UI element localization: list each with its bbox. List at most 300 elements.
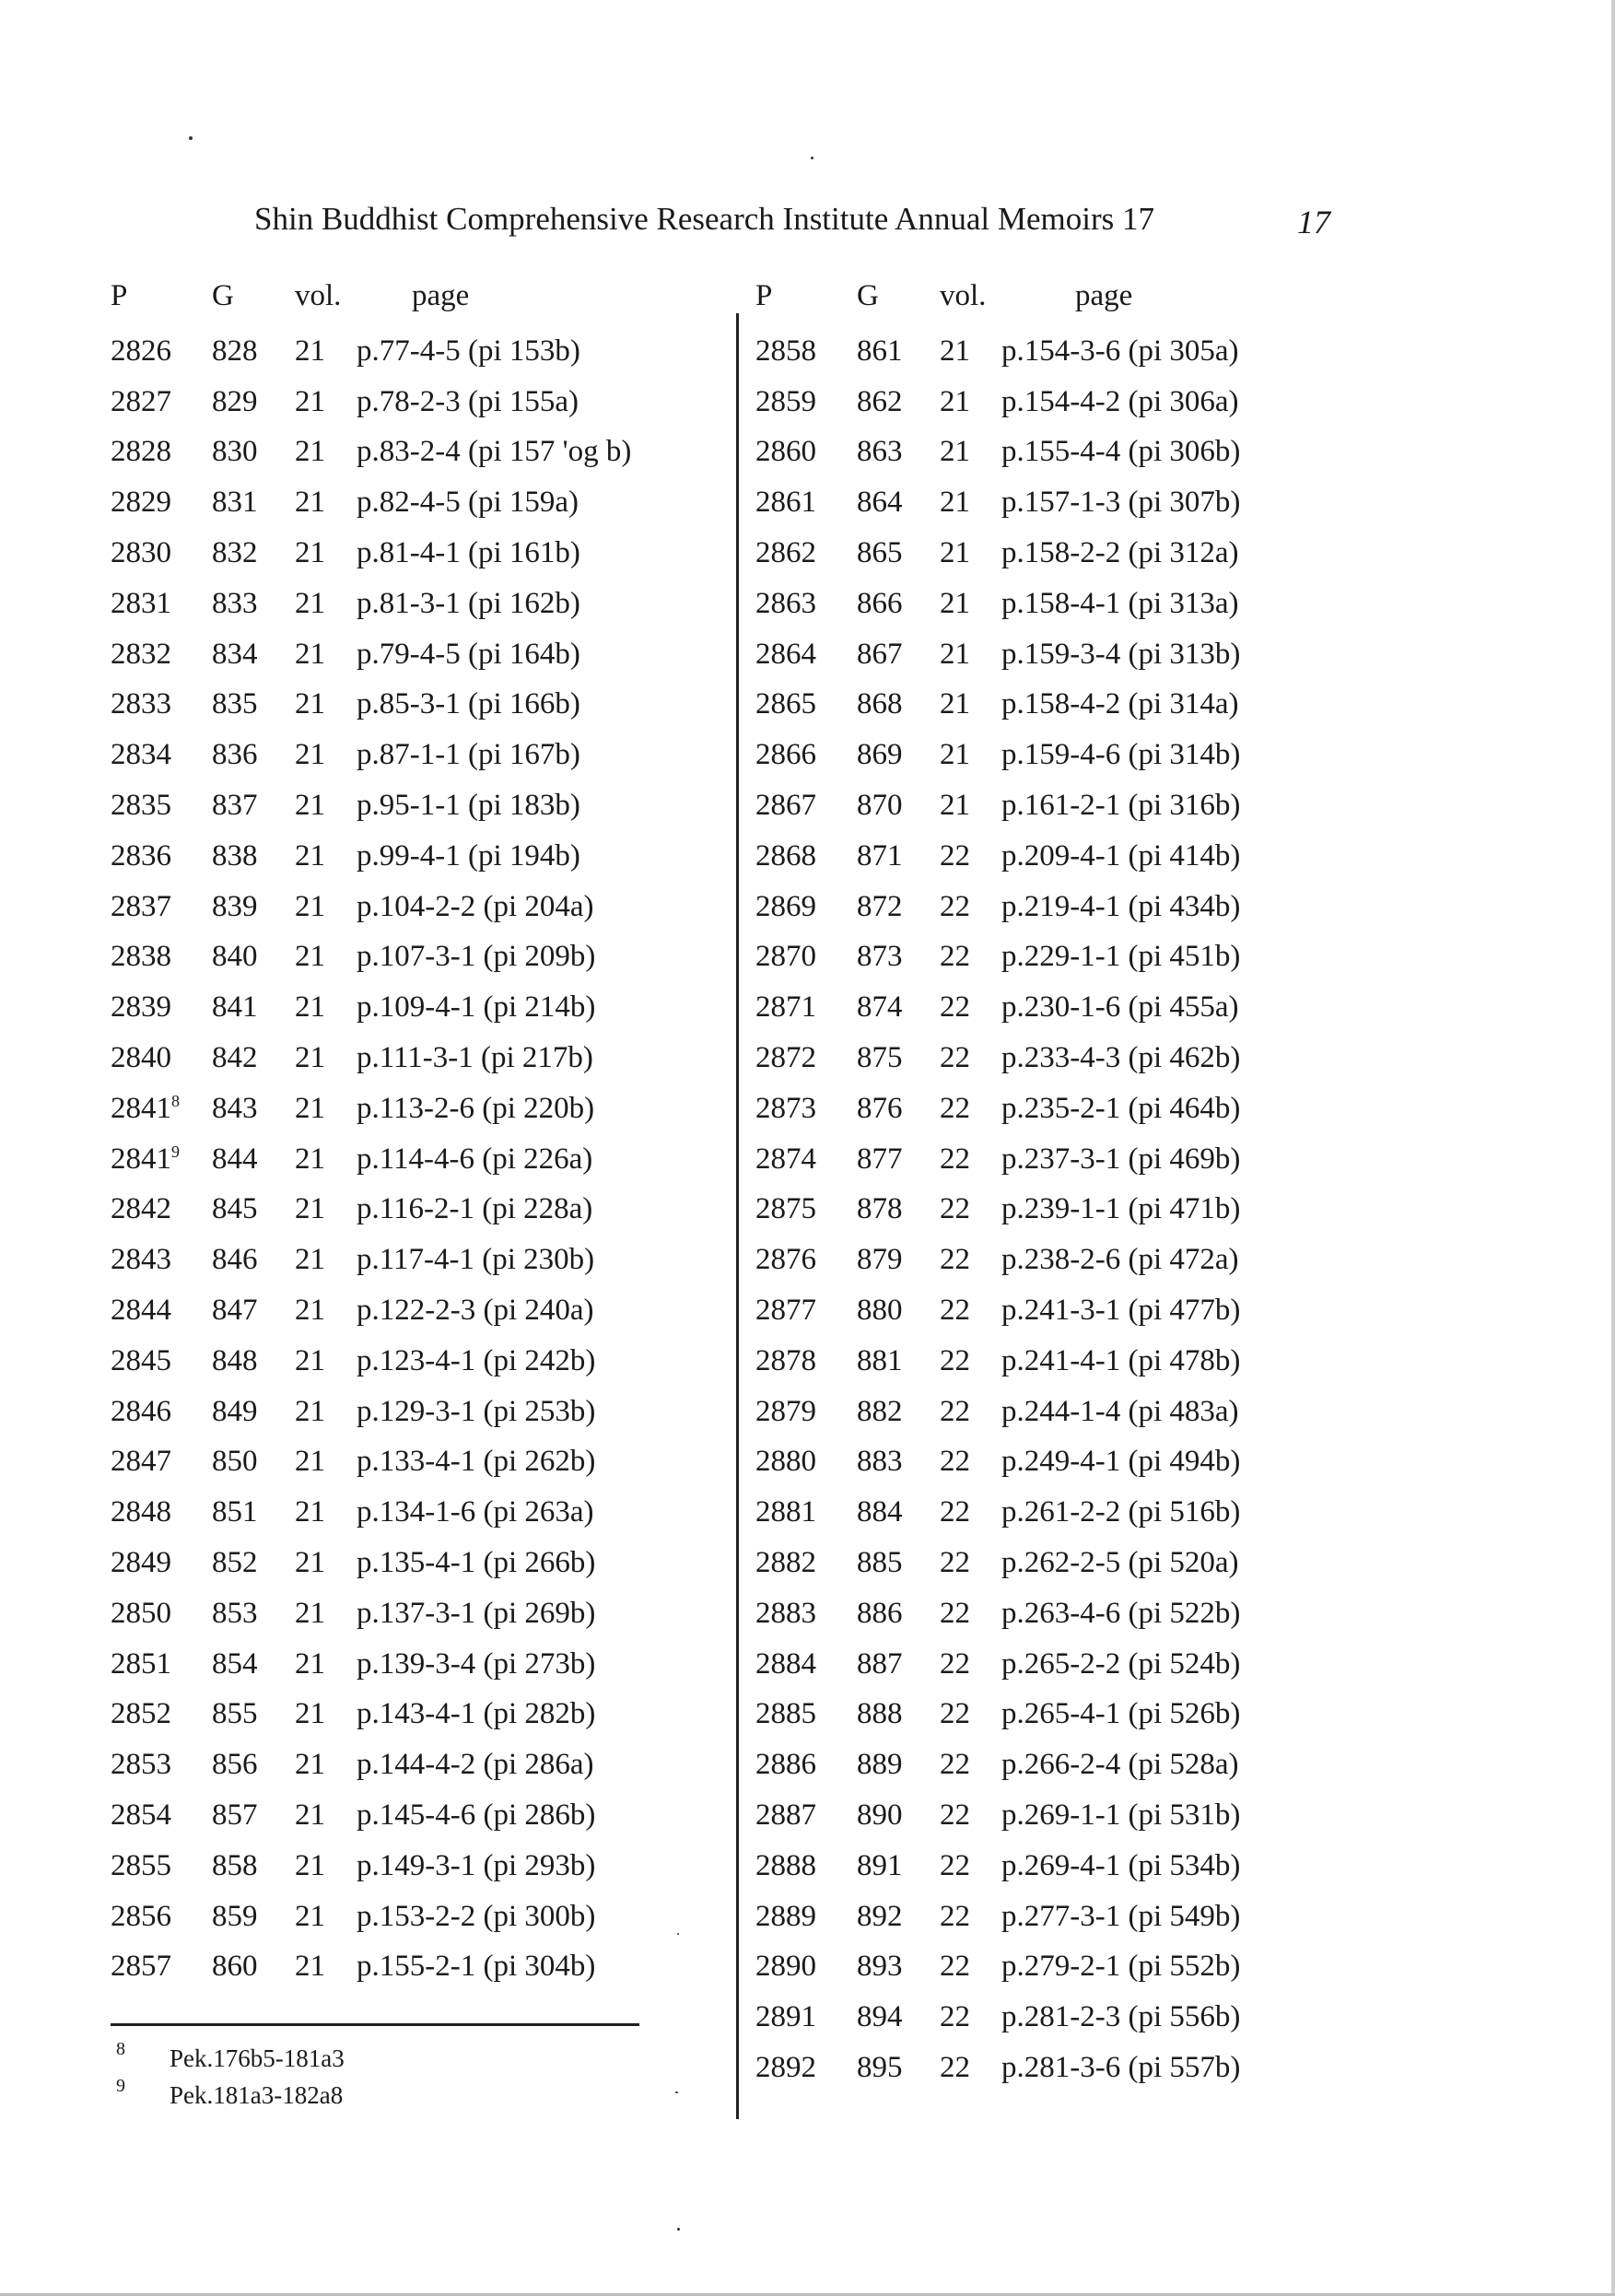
cell-page: p.104-2-2 (pi 204a): [357, 889, 594, 923]
cell-vol: 21: [295, 838, 325, 873]
table-row: [111, 1841, 663, 1892]
table-row: [755, 528, 1345, 579]
cell-vol: 21: [940, 789, 970, 823]
table-row: [755, 1084, 1345, 1134]
cell-vol: 22: [940, 1950, 970, 1984]
header-page: page: [412, 278, 470, 312]
cell-p: 2854: [111, 1798, 171, 1832]
cell-vol: 21: [295, 1748, 325, 1782]
cell-page: p.239-1-1 (pi 471b): [1001, 1192, 1241, 1226]
cell-vol: 22: [940, 1596, 970, 1630]
cell-p: 2881: [755, 1495, 816, 1529]
cell-p: 2876: [755, 1243, 816, 1277]
cell-p: 2855: [111, 1848, 171, 1882]
cell-page: p.111-3-1 (pi 217b): [357, 1041, 593, 1075]
table-row: [755, 2043, 1345, 2093]
cell-g: 874: [857, 990, 903, 1025]
cell-p: 2853: [111, 1748, 171, 1782]
cell-p: 2887: [755, 1798, 816, 1832]
cell-vol: 22: [940, 1495, 970, 1529]
cell-g: 841: [212, 990, 258, 1025]
cell-page: p.241-4-1 (pi 478b): [1001, 1343, 1241, 1377]
header-p: P: [755, 278, 773, 312]
cell-page: p.155-2-1 (pi 304b): [357, 1950, 596, 1984]
cell-g: 858: [212, 1848, 258, 1882]
table-row: [111, 882, 663, 932]
cell-page: p.99-4-1 (pi 194b): [357, 838, 580, 873]
cell-page: p.82-4-5 (pi 159a): [357, 486, 579, 520]
cell-page: p.83-2-4 (pi 157 'og b): [357, 435, 632, 469]
cell-g: 851: [212, 1495, 258, 1529]
cell-vol: 21: [295, 586, 325, 620]
cell-g: 895: [857, 2050, 903, 2084]
cell-p: 2836: [111, 838, 171, 873]
cell-page: p.81-3-1 (pi 162b): [357, 586, 580, 620]
cell-page: p.117-4-1 (pi 230b): [357, 1243, 595, 1277]
cell-vol: 21: [295, 687, 325, 721]
cell-g: 861: [857, 334, 903, 368]
cell-p: 2891: [755, 2000, 816, 2034]
cell-p: 2890: [755, 1950, 816, 1984]
left-table-body: [111, 326, 663, 1992]
cell-page: p.281-3-6 (pi 557b): [1001, 2050, 1241, 2084]
table-row: [755, 1740, 1345, 1790]
table-row: [755, 1892, 1345, 1942]
cell-p: 2834: [111, 738, 171, 772]
cell-vol: 21: [295, 889, 325, 923]
cell-vol: 22: [940, 1142, 970, 1176]
cell-p: 2833: [111, 687, 171, 721]
cell-vol: 21: [295, 1848, 325, 1882]
table-row: [755, 477, 1345, 528]
cell-p: 2846: [111, 1394, 171, 1428]
table-row: [755, 579, 1345, 629]
table-row: [755, 1538, 1345, 1588]
cell-g: 870: [857, 789, 903, 823]
cell-p: 2892: [755, 2050, 816, 2084]
cell-g: 881: [857, 1343, 903, 1377]
table-row: [111, 1942, 663, 1993]
cell-vol: 21: [940, 738, 970, 772]
cell-g: 878: [857, 1192, 903, 1226]
cell-page: p.269-4-1 (pi 534b): [1001, 1848, 1241, 1882]
cell-g: 838: [212, 838, 258, 873]
right-table: [755, 276, 1345, 2093]
cell-p: 2888: [755, 1848, 816, 1882]
cell-g: 842: [212, 1041, 258, 1075]
cell-g: 859: [212, 1899, 258, 1933]
cell-vol: 21: [295, 940, 325, 974]
cell-g: 872: [857, 889, 903, 923]
table-row: [111, 1235, 663, 1285]
cell-g: 832: [212, 536, 258, 570]
cell-g: 840: [212, 940, 258, 974]
cell-page: p.266-2-4 (pi 528a): [1001, 1748, 1239, 1782]
cell-p: 2863: [755, 586, 816, 620]
header-g: G: [212, 278, 234, 312]
cell-vol: 21: [295, 334, 325, 368]
cell-page: p.159-4-6 (pi 314b): [1001, 738, 1241, 772]
cell-vol: 22: [940, 889, 970, 923]
table-row: [111, 1285, 663, 1336]
table-row: [111, 1084, 663, 1134]
cell-page: p.241-3-1 (pi 477b): [1001, 1294, 1241, 1328]
cell-p: 2885: [755, 1697, 816, 1731]
cell-vol: 21: [940, 334, 970, 368]
footnote-rule: [111, 2023, 639, 2026]
cell-vol: 21: [295, 1294, 325, 1328]
table-row: [755, 1134, 1345, 1185]
cell-p: 2869: [755, 889, 816, 923]
footnote: [116, 2040, 345, 2077]
cell-p: 2828: [111, 435, 171, 469]
cell-p: 2849: [111, 1546, 171, 1580]
cell-g: 843: [212, 1091, 258, 1125]
cell-page: p.233-4-3 (pi 462b): [1001, 1041, 1241, 1075]
table-row: [755, 882, 1345, 932]
cell-g: 852: [212, 1546, 258, 1580]
cell-p: 2835: [111, 789, 171, 823]
cell-g: 844: [212, 1142, 258, 1176]
cell-page: p.77-4-5 (pi 153b): [357, 334, 580, 368]
cell-g: 847: [212, 1294, 258, 1328]
cell-g: 855: [212, 1697, 258, 1731]
table-row: [111, 680, 663, 731]
scan-speck: [189, 136, 193, 140]
cell-vol: 21: [940, 586, 970, 620]
cell-g: 886: [857, 1596, 903, 1630]
cell-page: p.238-2-6 (pi 472a): [1001, 1243, 1239, 1277]
cell-page: p.277-3-1 (pi 549b): [1001, 1899, 1241, 1933]
page-edge-shadow: [1611, 0, 1615, 2296]
cell-vol: 21: [295, 1192, 325, 1226]
scan-speck: [675, 2091, 678, 2093]
cell-g: 868: [857, 687, 903, 721]
cell-p: 2873: [755, 1091, 816, 1125]
cell-g: 853: [212, 1596, 258, 1630]
cell-page: p.113-2-6 (pi 220b): [357, 1091, 595, 1125]
table-row: [755, 780, 1345, 831]
cell-vol: 22: [940, 1394, 970, 1428]
cell-vol: 22: [940, 990, 970, 1025]
cell-g: 867: [857, 637, 903, 671]
cell-g: 866: [857, 586, 903, 620]
cell-p: 2841$^8$: [111, 1091, 180, 1125]
cell-vol: 21: [295, 1394, 325, 1428]
cell-page: p.158-4-2 (pi 314a): [1001, 687, 1239, 721]
cell-page: p.158-2-2 (pi 312a): [1001, 536, 1239, 570]
cell-vol: 22: [940, 1899, 970, 1933]
cell-vol: 21: [295, 1546, 325, 1580]
cell-g: 880: [857, 1294, 903, 1328]
table-row: [755, 680, 1345, 731]
cell-p: 2880: [755, 1445, 816, 1479]
footnote: [116, 2077, 345, 2114]
table-row: [755, 1841, 1345, 1892]
cell-page: p.145-4-6 (pi 286b): [357, 1798, 596, 1832]
cell-page: p.143-4-1 (pi 282b): [357, 1697, 596, 1731]
table-row: [755, 1336, 1345, 1387]
cell-p: 2868: [755, 838, 816, 873]
cell-vol: 21: [295, 738, 325, 772]
cell-vol: 21: [295, 1798, 325, 1832]
cell-vol: 21: [940, 687, 970, 721]
cell-vol: 21: [295, 637, 325, 671]
table-row: [111, 326, 663, 377]
cell-vol: 21: [295, 384, 325, 418]
cell-g: 876: [857, 1091, 903, 1125]
cell-page: p.116-2-1 (pi 228a): [357, 1192, 593, 1226]
cell-vol: 21: [295, 1646, 325, 1681]
footnotes: [116, 2040, 345, 2114]
cell-page: p.158-4-1 (pi 313a): [1001, 586, 1239, 620]
cell-page: p.122-2-3 (pi 240a): [357, 1294, 594, 1328]
table-row: [111, 1387, 663, 1437]
cell-p: 2852: [111, 1697, 171, 1731]
cell-g: 884: [857, 1495, 903, 1529]
cell-g: 829: [212, 384, 258, 418]
table-row: [755, 730, 1345, 780]
cell-page: p.139-3-4 (pi 273b): [357, 1646, 596, 1681]
cell-g: 894: [857, 2000, 903, 2034]
cell-p: 2842: [111, 1192, 171, 1226]
table-row: [755, 1185, 1345, 1236]
table-row: [111, 528, 663, 579]
footnote-text: Pek.176b5-181a3: [170, 2044, 345, 2072]
cell-page: p.153-2-2 (pi 300b): [357, 1899, 596, 1933]
cell-page: p.235-2-1 (pi 464b): [1001, 1091, 1241, 1125]
cell-g: 837: [212, 789, 258, 823]
cell-p: 2871: [755, 990, 816, 1025]
cell-page: p.161-2-1 (pi 316b): [1001, 789, 1241, 823]
column-divider: [736, 313, 739, 2119]
cell-g: 835: [212, 687, 258, 721]
cell-g: 863: [857, 435, 903, 469]
cell-page: p.219-4-1 (pi 434b): [1001, 889, 1241, 923]
cell-g: 849: [212, 1394, 258, 1428]
cell-vol: 21: [940, 637, 970, 671]
table-row: [755, 1588, 1345, 1639]
cell-p: 2840: [111, 1041, 171, 1075]
table-row: [111, 1740, 663, 1790]
page-number: 17: [1297, 204, 1330, 240]
cell-vol: 22: [940, 1697, 970, 1731]
cell-g: 893: [857, 1950, 903, 1984]
cell-g: 833: [212, 586, 258, 620]
cell-g: 848: [212, 1343, 258, 1377]
cell-g: 871: [857, 838, 903, 873]
cell-g: 887: [857, 1646, 903, 1681]
cell-g: 831: [212, 486, 258, 520]
cell-vol: 21: [295, 1041, 325, 1075]
running-header-title: Shin Buddhist Comprehensive Research Institute Annual Memoirs 17: [254, 201, 1154, 237]
cell-vol: 21: [295, 486, 325, 520]
cell-g: 888: [857, 1697, 903, 1731]
cell-g: 873: [857, 940, 903, 974]
cell-page: p.109-4-1 (pi 214b): [357, 990, 596, 1025]
cell-g: 860: [212, 1950, 258, 1984]
cell-p: 2837: [111, 889, 171, 923]
table-row: [755, 1235, 1345, 1285]
table-row: [111, 780, 663, 831]
table-row: [755, 1387, 1345, 1437]
table-row: [111, 982, 663, 1033]
cell-vol: 21: [295, 1495, 325, 1529]
header-vol: vol.: [295, 278, 342, 312]
cell-page: p.230-1-6 (pi 455a): [1001, 990, 1239, 1025]
cell-vol: 21: [295, 536, 325, 570]
table-row: [755, 326, 1345, 377]
cell-vol: 21: [295, 435, 325, 469]
cell-g: 892: [857, 1899, 903, 1933]
table-row: [111, 1336, 663, 1387]
cell-vol: 21: [940, 486, 970, 520]
footnote-ref: 9: [171, 1142, 180, 1161]
cell-vol: 22: [940, 1243, 970, 1277]
cell-p: 2839: [111, 990, 171, 1025]
cell-vol: 22: [940, 2050, 970, 2084]
cell-g: 879: [857, 1243, 903, 1277]
table-row: [111, 1892, 663, 1942]
cell-p: 2866: [755, 738, 816, 772]
table-row: [111, 428, 663, 478]
cell-page: p.137-3-1 (pi 269b): [357, 1596, 596, 1630]
cell-page: p.244-1-4 (pi 483a): [1001, 1394, 1239, 1428]
cell-g: 857: [212, 1798, 258, 1832]
right-table-body: [755, 326, 1345, 2093]
cell-page: p.155-4-4 (pi 306b): [1001, 435, 1241, 469]
table-row: [111, 1588, 663, 1639]
table-row: [111, 1134, 663, 1185]
cell-p: 2850: [111, 1596, 171, 1630]
cell-vol: 21: [295, 1343, 325, 1377]
cell-page: p.107-3-1 (pi 209b): [357, 940, 596, 974]
table-row: [111, 629, 663, 680]
cell-vol: 22: [940, 1192, 970, 1226]
cell-vol: 21: [295, 1697, 325, 1731]
cell-page: p.78-2-3 (pi 155a): [357, 384, 579, 418]
table-row: [111, 932, 663, 983]
footnote-mark: 9: [116, 2075, 125, 2096]
header-vol: vol.: [940, 278, 987, 312]
table-row: [755, 1790, 1345, 1841]
cell-page: p.237-3-1 (pi 469b): [1001, 1142, 1241, 1176]
header-g: G: [857, 278, 879, 312]
left-table: [111, 276, 663, 1992]
header-page: page: [1075, 278, 1133, 312]
table-row: [755, 1690, 1345, 1740]
cell-vol: 22: [940, 1748, 970, 1782]
cell-page: p.157-1-3 (pi 307b): [1001, 486, 1241, 520]
cell-p: 2838: [111, 940, 171, 974]
cell-p: 2844: [111, 1294, 171, 1328]
table-row: [755, 932, 1345, 983]
cell-p: 2848: [111, 1495, 171, 1529]
cell-g: 846: [212, 1243, 258, 1277]
cell-page: p.149-3-1 (pi 293b): [357, 1848, 596, 1882]
cell-page: p.261-2-2 (pi 516b): [1001, 1495, 1241, 1529]
header-p: P: [111, 278, 128, 312]
cell-p: 2827: [111, 384, 171, 418]
cell-p: 2860: [755, 435, 816, 469]
cell-vol: 21: [295, 990, 325, 1025]
table-row: [755, 629, 1345, 680]
table-row: [111, 1185, 663, 1236]
cell-vol: 22: [940, 2000, 970, 2034]
table-row: [755, 1033, 1345, 1084]
cell-page: p.81-4-1 (pi 161b): [357, 536, 580, 570]
cell-p: 2845: [111, 1343, 171, 1377]
cell-page: p.263-4-6 (pi 522b): [1001, 1596, 1241, 1630]
cell-page: p.265-2-2 (pi 524b): [1001, 1646, 1241, 1681]
cell-p: 2865: [755, 687, 816, 721]
cell-vol: 22: [940, 1294, 970, 1328]
cell-page: p.114-4-6 (pi 226a): [357, 1142, 593, 1176]
cell-g: 839: [212, 889, 258, 923]
footnote-ref: 8: [171, 1091, 180, 1110]
cell-g: 883: [857, 1445, 903, 1479]
cell-vol: 22: [940, 1091, 970, 1125]
cell-page: p.133-4-1 (pi 262b): [357, 1445, 596, 1479]
cell-p: 2831: [111, 586, 171, 620]
cell-p: 2874: [755, 1142, 816, 1176]
cell-vol: 22: [940, 1343, 970, 1377]
cell-p: 2851: [111, 1646, 171, 1681]
cell-page: p.279-2-1 (pi 552b): [1001, 1950, 1241, 1984]
cell-g: 891: [857, 1848, 903, 1882]
cell-vol: 21: [940, 536, 970, 570]
scan-speck: [677, 2228, 680, 2231]
table-row: [755, 1992, 1345, 2043]
table-row: [755, 1437, 1345, 1488]
cell-p: 2882: [755, 1546, 816, 1580]
cell-p: 2883: [755, 1596, 816, 1630]
cell-g: 882: [857, 1394, 903, 1428]
cell-page: p.154-3-6 (pi 305a): [1001, 334, 1239, 368]
cell-p: 2847: [111, 1445, 171, 1479]
cell-p: 2872: [755, 1041, 816, 1075]
cell-vol: 22: [940, 1445, 970, 1479]
table-row: [111, 377, 663, 428]
table-row: [111, 1437, 663, 1488]
cell-vol: 21: [940, 384, 970, 418]
cell-vol: 22: [940, 1646, 970, 1681]
cell-p: 2875: [755, 1192, 816, 1226]
cell-page: p.281-2-3 (pi 556b): [1001, 2000, 1241, 2034]
cell-page: p.135-4-1 (pi 266b): [357, 1546, 596, 1580]
cell-g: 856: [212, 1748, 258, 1782]
cell-g: 850: [212, 1445, 258, 1479]
table-row: [755, 1942, 1345, 1993]
cell-g: 828: [212, 334, 258, 368]
cell-page: p.144-4-2 (pi 286a): [357, 1748, 594, 1782]
cell-vol: 22: [940, 1848, 970, 1882]
cell-p: 2832: [111, 637, 171, 671]
cell-g: 854: [212, 1646, 258, 1681]
table-row: [755, 377, 1345, 428]
cell-p: 2862: [755, 536, 816, 570]
table-row: [111, 1790, 663, 1841]
scan-speck: [677, 1933, 679, 1935]
cell-page: p.269-1-1 (pi 531b): [1001, 1798, 1241, 1832]
table-row: [111, 831, 663, 882]
cell-page: p.134-1-6 (pi 263a): [357, 1495, 594, 1529]
cell-vol: 21: [295, 1142, 325, 1176]
cell-g: 830: [212, 435, 258, 469]
cell-p: 2826: [111, 334, 171, 368]
cell-page: p.79-4-5 (pi 164b): [357, 637, 580, 671]
cell-g: 862: [857, 384, 903, 418]
